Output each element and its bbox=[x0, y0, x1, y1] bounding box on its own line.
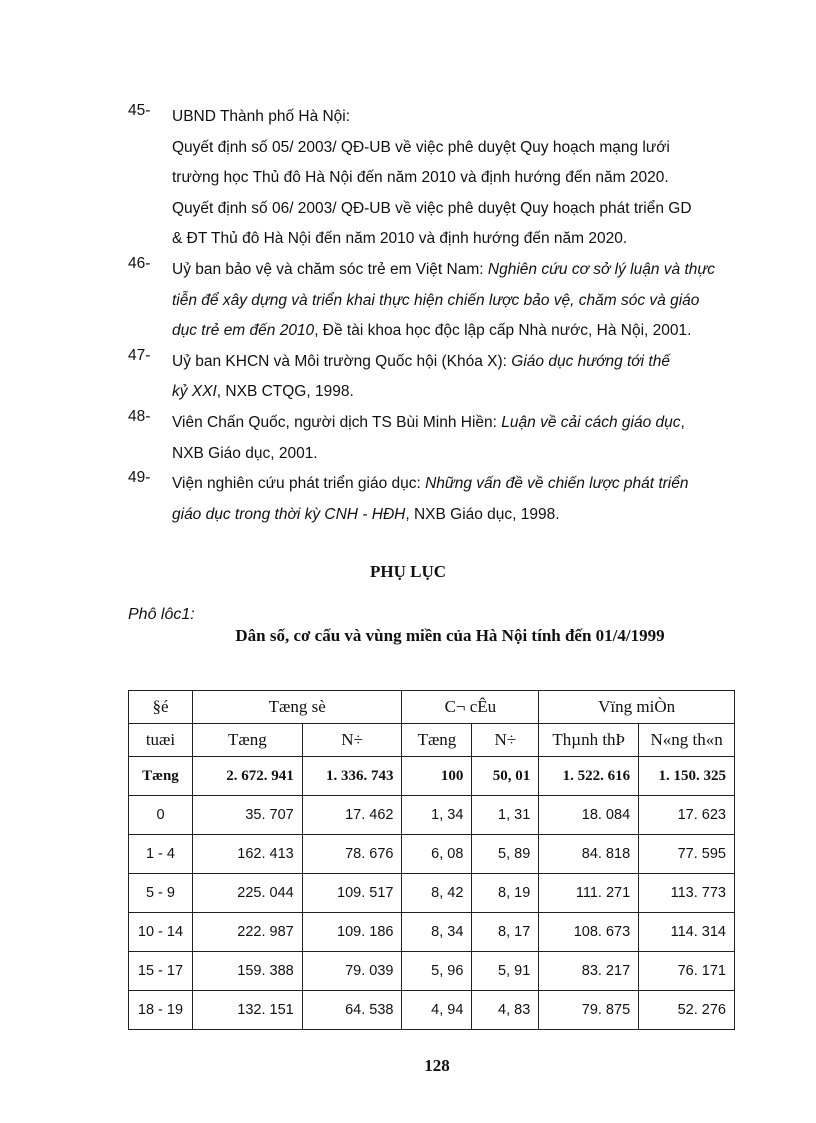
value-cell: 79. 875 bbox=[539, 991, 639, 1030]
header-total: Tæng bbox=[192, 724, 302, 757]
reference-item bbox=[128, 347, 728, 408]
reference-number: 47- bbox=[128, 346, 151, 364]
reference-item bbox=[128, 102, 728, 255]
value-cell: 8, 34 bbox=[402, 913, 472, 952]
value-cell: 1, 31 bbox=[472, 796, 539, 835]
text-run: Uỷ ban KHCN và Môi trường Quốc hội (Khóa X): bbox=[172, 352, 512, 370]
italic-title: giáo dục trong thời kỳ CNH - HĐH bbox=[172, 505, 406, 523]
value-cell: 79. 039 bbox=[302, 952, 402, 991]
italic-title: Giáo dục hướng tới thế bbox=[511, 352, 670, 370]
reference-item bbox=[128, 408, 728, 469]
text-run: , Đề tài khoa học độc lập cấp Nhà nước, Hà Nội, 2001. bbox=[314, 322, 692, 340]
reference-list bbox=[128, 102, 728, 530]
reference-line bbox=[172, 286, 728, 317]
reference-number: 46- bbox=[128, 254, 151, 272]
table-row bbox=[129, 991, 735, 1030]
text-run: Quyết định số 06/ 2003/ QĐ-UB về việc phê duyệt Quy hoạch phát triển GD bbox=[172, 199, 692, 217]
text-run: Quyết định số 05/ 2003/ QĐ-UB về việc phê duyệt Quy hoạch mạng lưới bbox=[172, 138, 670, 156]
reference-line bbox=[172, 500, 728, 531]
value-cell: 100 bbox=[402, 757, 472, 796]
reference-line bbox=[172, 408, 728, 439]
appendix-title: PHỤ LỤC bbox=[369, 562, 447, 581]
value-cell: 4, 94 bbox=[402, 991, 472, 1030]
table-title: Dân số, cơ cấu và vùng miền của Hà Nội tính đến 01/4/1999 bbox=[235, 626, 665, 645]
header-age: §é bbox=[129, 691, 193, 724]
reference-number: 45- bbox=[128, 102, 151, 119]
table-row bbox=[129, 796, 735, 835]
reference-number: 49- bbox=[128, 469, 151, 487]
reference-number: 48- bbox=[128, 407, 151, 425]
value-cell: 83. 217 bbox=[539, 952, 639, 991]
italic-title: Những vấn đề về chiến lược phát triển bbox=[425, 475, 689, 493]
reference-text bbox=[172, 408, 728, 469]
value-cell: 52. 276 bbox=[639, 991, 735, 1030]
value-cell: 17. 462 bbox=[302, 796, 402, 835]
table-header-row bbox=[129, 691, 735, 724]
age-cell: 18 - 19 bbox=[129, 991, 193, 1030]
reference-line bbox=[172, 316, 728, 347]
header-rural: N«ng th«n bbox=[639, 724, 735, 757]
value-cell: 64. 538 bbox=[302, 991, 402, 1030]
table-row bbox=[129, 874, 735, 913]
age-cell: 15 - 17 bbox=[129, 952, 193, 991]
reference-line bbox=[172, 469, 728, 500]
value-cell: 108. 673 bbox=[539, 913, 639, 952]
value-cell: 8, 17 bbox=[472, 913, 539, 952]
age-cell: Tæng bbox=[129, 757, 193, 796]
italic-title: kỷ XXI bbox=[172, 383, 217, 401]
value-cell: 77. 595 bbox=[639, 835, 735, 874]
reference-line bbox=[172, 163, 728, 194]
age-cell: 1 - 4 bbox=[129, 835, 193, 874]
text-run: trường học Thủ đô Hà Nội đến năm 2010 và định hướng đến năm 2020. bbox=[172, 169, 669, 187]
text-run: Viện nghiên cứu phát triển giáo dục: bbox=[172, 475, 426, 493]
reference-line bbox=[172, 377, 728, 408]
value-cell: 17. 623 bbox=[639, 796, 735, 835]
value-cell: 225. 044 bbox=[192, 874, 302, 913]
value-cell: 109. 517 bbox=[302, 874, 402, 913]
header-urban: Thµnh thÞ bbox=[539, 724, 639, 757]
text-run: , NXB Giáo dục, 1998. bbox=[405, 505, 560, 523]
value-cell: 5, 91 bbox=[472, 952, 539, 991]
value-cell: 114. 314 bbox=[639, 913, 735, 952]
reference-text bbox=[172, 347, 728, 408]
value-cell: 162. 413 bbox=[192, 835, 302, 874]
text-run: , bbox=[680, 413, 685, 431]
reference-item bbox=[128, 469, 728, 530]
value-cell: 1. 336. 743 bbox=[302, 757, 402, 796]
table-row bbox=[129, 757, 735, 796]
italic-title: Nghiên cứu cơ sở lý luận và thực bbox=[487, 260, 715, 278]
header-structure-female: N÷ bbox=[472, 724, 539, 757]
value-cell: 113. 773 bbox=[639, 874, 735, 913]
reference-line bbox=[172, 102, 728, 133]
header-age-2: tuæi bbox=[129, 724, 193, 757]
reference-item bbox=[128, 255, 728, 347]
header-structure-total: Tæng bbox=[402, 724, 472, 757]
age-cell: 10 - 14 bbox=[129, 913, 193, 952]
value-cell: 1, 34 bbox=[402, 796, 472, 835]
value-cell: 50, 01 bbox=[472, 757, 539, 796]
table-body bbox=[129, 757, 735, 1030]
reference-line bbox=[172, 255, 728, 286]
table-row bbox=[129, 913, 735, 952]
reference-text bbox=[172, 469, 728, 530]
header-region-group: Vïng miÒn bbox=[539, 691, 735, 724]
value-cell: 35. 707 bbox=[192, 796, 302, 835]
text-run: & ĐT Thủ đô Hà Nội đến năm 2010 và định hướng đến năm 2020. bbox=[172, 230, 628, 248]
page-number: 128 bbox=[424, 1056, 450, 1075]
age-cell: 0 bbox=[129, 796, 193, 835]
header-structure-group: C¬ cÊu bbox=[402, 691, 539, 724]
age-cell: 5 - 9 bbox=[129, 874, 193, 913]
value-cell: 2. 672. 941 bbox=[192, 757, 302, 796]
text-run: UBND Thành phố Hà Nội: bbox=[172, 108, 351, 125]
value-cell: 78. 676 bbox=[302, 835, 402, 874]
text-run: NXB Giáo dục, 2001. bbox=[172, 444, 318, 462]
header-total-group: Tæng sè bbox=[192, 691, 402, 724]
value-cell: 109. 186 bbox=[302, 913, 402, 952]
value-cell: 5, 89 bbox=[472, 835, 539, 874]
reference-text bbox=[172, 102, 728, 255]
value-cell: 111. 271 bbox=[539, 874, 639, 913]
value-cell: 1. 522. 616 bbox=[539, 757, 639, 796]
header-female: N÷ bbox=[302, 724, 402, 757]
reference-line bbox=[172, 439, 728, 470]
reference-line bbox=[172, 347, 728, 378]
value-cell: 6, 08 bbox=[402, 835, 472, 874]
text-run: , NXB CTQG, 1998. bbox=[216, 383, 354, 401]
value-cell: 159. 388 bbox=[192, 952, 302, 991]
value-cell: 8, 42 bbox=[402, 874, 472, 913]
value-cell: 132. 151 bbox=[192, 991, 302, 1030]
italic-title: tiễn để xây dựng và triển khai thực hiện chiến lược bảo vệ, chăm sóc và giáo bbox=[172, 291, 700, 309]
text-run: Uỷ ban bảo vệ và chăm sóc trẻ em Việt Nam: bbox=[172, 260, 488, 278]
italic-title: dục trẻ em đến 2010 bbox=[172, 322, 315, 340]
table-row bbox=[129, 952, 735, 991]
reference-line bbox=[172, 133, 728, 164]
table-header-row bbox=[129, 724, 735, 757]
value-cell: 76. 171 bbox=[639, 952, 735, 991]
value-cell: 84. 818 bbox=[539, 835, 639, 874]
reference-text bbox=[172, 255, 728, 347]
italic-title: Luận về cải cách giáo dục bbox=[501, 413, 681, 431]
reference-line bbox=[172, 224, 728, 255]
text-run: Viên Chấn Quốc, người dịch TS Bùi Minh Hiền: bbox=[172, 413, 502, 431]
appendix-label: Phô lôc1: bbox=[128, 606, 195, 623]
value-cell: 8, 19 bbox=[472, 874, 539, 913]
value-cell: 5, 96 bbox=[402, 952, 472, 991]
value-cell: 18. 084 bbox=[539, 796, 639, 835]
value-cell: 4, 83 bbox=[472, 991, 539, 1030]
population-table bbox=[128, 690, 735, 1030]
value-cell: 222. 987 bbox=[192, 913, 302, 952]
table-row bbox=[129, 835, 735, 874]
value-cell: 1. 150. 325 bbox=[639, 757, 735, 796]
reference-line bbox=[172, 194, 728, 225]
